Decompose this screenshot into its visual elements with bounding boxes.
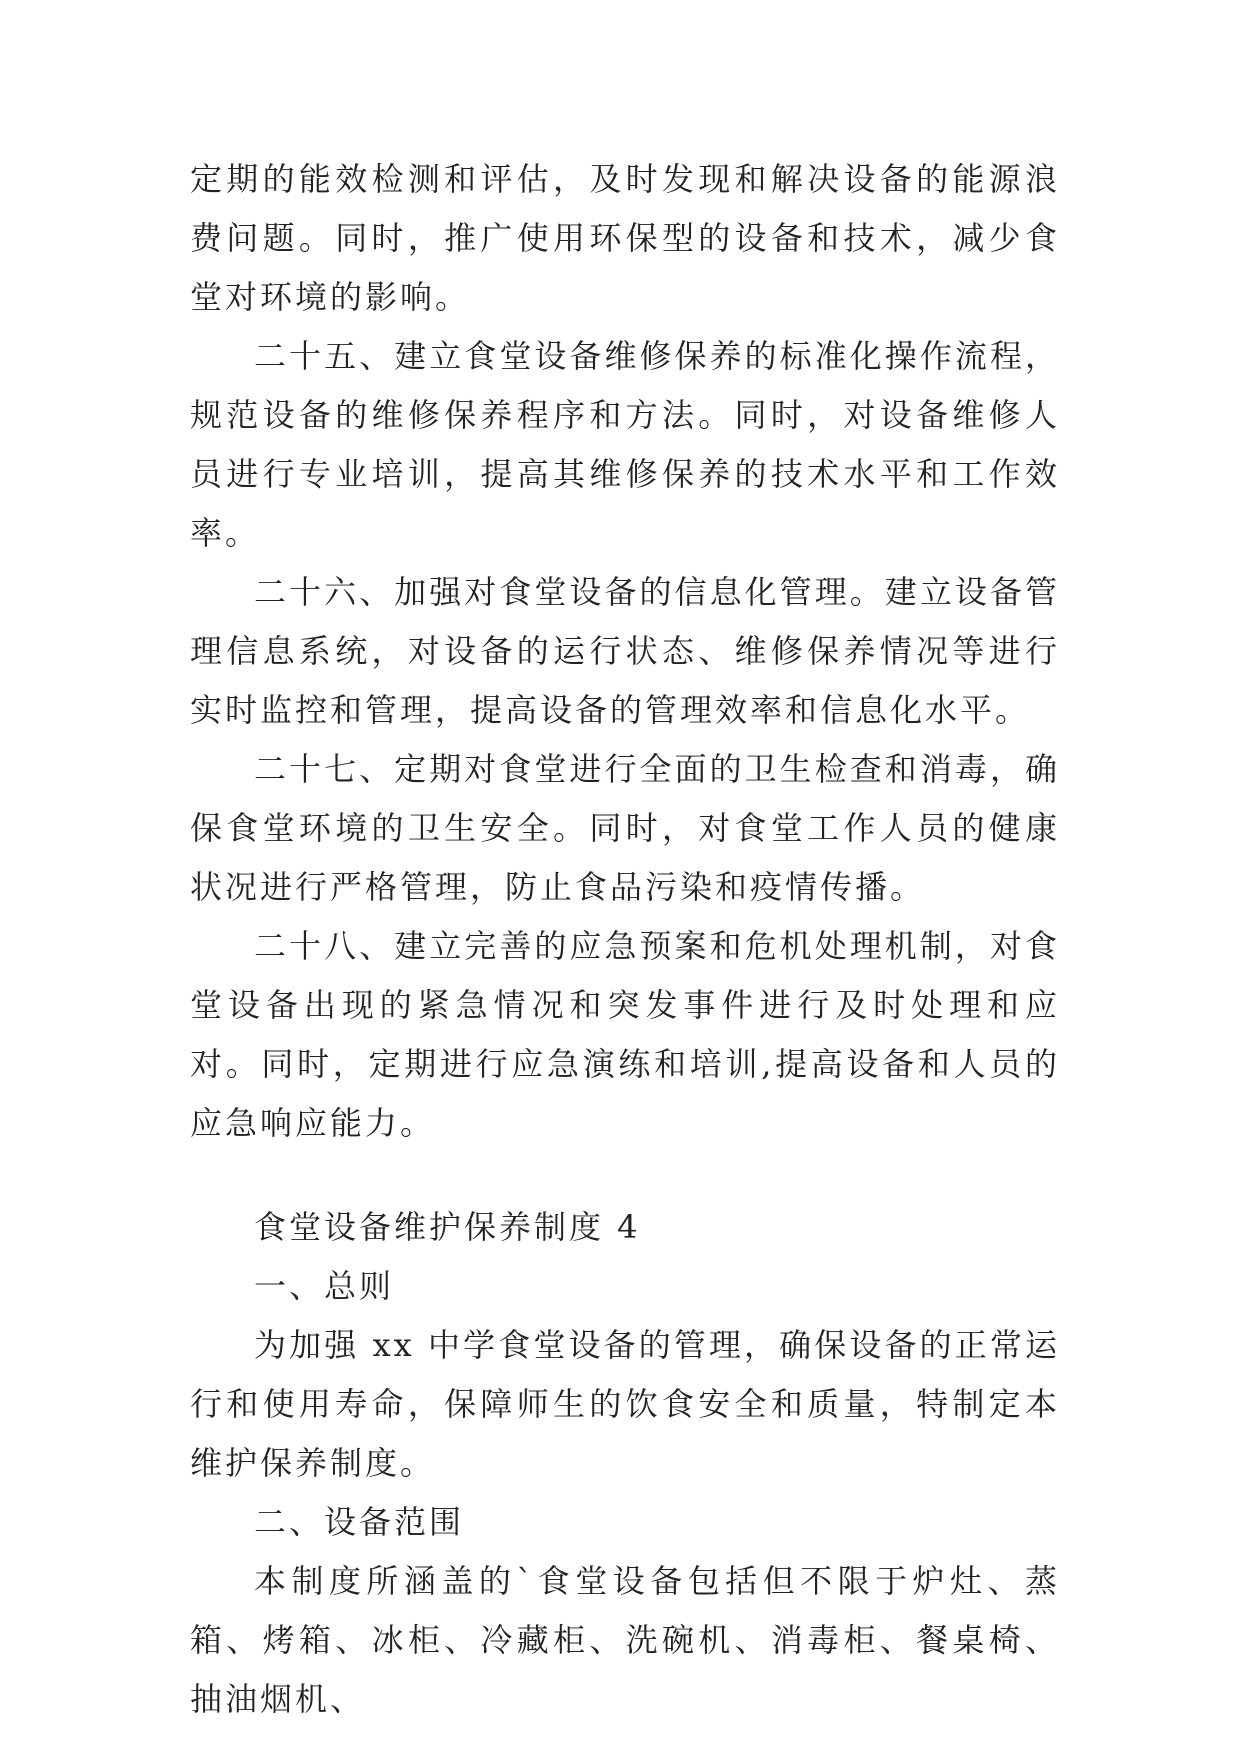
- paragraph-item-26: 二十六、加强对食堂设备的信息化管理。建立设备管理信息系统，对设备的运行状态、维修保养情况等进行实时监控和管理，提高设备的管理效率和信息化水平。: [190, 573, 1060, 729]
- section-title: 食堂设备维护保养制度 4: [254, 1208, 641, 1246]
- paragraph-energy-efficiency: 定期的能效检测和评估，及时发现和解决设备的能源浪费问题。同时，推广使用环保型的设备和技术，减少食堂对环境的影响。: [190, 160, 1060, 316]
- paragraph-item-28: 二十八、建立完善的应急预案和危机处理机制，对食堂设备出现的紧急情况和突发事件进行及时处理和应对。同时，定期进行应急演练和培训,提高设备和人员的应急响应能力。: [190, 927, 1060, 1142]
- section-spacer: [190, 1153, 1060, 1198]
- heading-equipment-scope: 二、设备范围: [254, 1503, 465, 1541]
- paragraph-general-principles: 为加强 xx 中学食堂设备的管理，确保设备的正常运行和使用寿命，保障师生的饮食安全和质量，特制定本维护保养制度。: [190, 1326, 1060, 1482]
- document-body: [190, 150, 1060, 1729]
- paragraph-item-27: 二十七、定期对食堂进行全面的卫生检查和消毒，确保食堂环境的卫生安全。同时，对食堂工作人员的健康状况进行严格管理，防止食品污染和疫情传播。: [190, 750, 1060, 906]
- heading-general-principles: 一、总则: [254, 1267, 395, 1305]
- paragraph-item-25: 二十五、建立食堂设备维修保养的标准化操作流程，规范设备的维修保养程序和方法。同时，对设备维修人员进行专业培训，提高其维修保养的技术水平和工作效率。: [190, 337, 1060, 552]
- paragraph-equipment-scope: 本制度所涵盖的`食堂设备包括但不限于炉灶、蒸箱、烤箱、冰柜、冷藏柜、洗碗机、消毒柜、餐桌椅、抽油烟机、: [190, 1562, 1060, 1718]
